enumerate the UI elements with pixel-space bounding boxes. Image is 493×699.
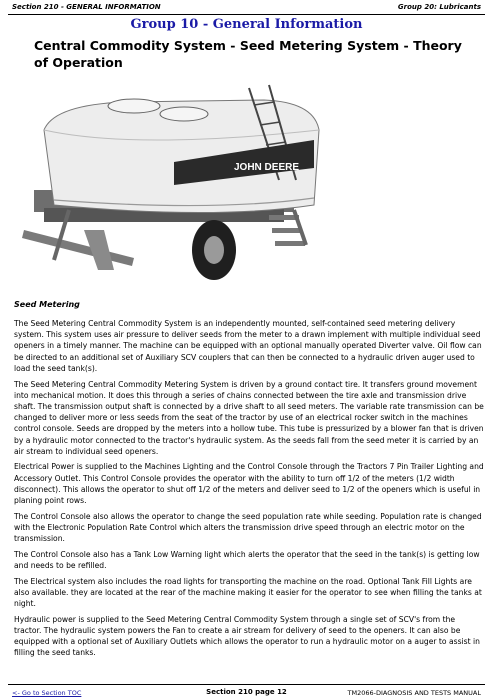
seed-cart-illustration [14,80,344,290]
paragraph: The Seed Metering Central Commodity System is an independently mounted, self-contained seed metering delivery system. This system uses air pressure to deliver seeds from the meter to a drawn implement with multiple individual seed openers in a timely manner. The machine can be equipped with an optional manually operated Diverter valve. Oil flow can be directed to an additional set of Auxiliary SCV couplers that can then be connected to a hydraulic driven auger used to load the seed tank(s). [14,319,482,373]
header-group: Group 20: Lubricants [397,3,481,11]
page-footer [8,684,485,699]
page-title: Central Commodity System - Seed Metering System - Theory of Operation [34,38,462,70]
paragraph: The Control Console also allows the operator to change the seed population rate while seeding. Population rate is changed with the Electronic Population Rate Control which alters the transmission drive speed through an electric motor on the transmission. [14,511,482,544]
footer-page-number: Section 210 page 12 [206,688,287,696]
paragraph: The Control Console also has a Tank Low Warning light which alerts the operator that the seed in the tank(s) is getting low and needs to be refilled. [14,549,480,571]
group-title: Group 10 - General Information [130,17,363,32]
body-text [14,318,484,663]
paragraph: The Seed Metering Central Commodity Metering System is driven by a ground contact tire. It transfers ground movement into mechanical motion. It does this through a series of chains connected between the tire axle and transmission drive shaft. The transmission output shaft is connected by a drive shaft to all seed meters. The variable rate transmission can be changed to deliver more or less seeds from the seat of the tractor by use of an electrical rocker switch in the machines control console. Seeds are dropped by the meters into a hollow tube. This tube is pressurized by a blower fan that is driven by a hydraulic motor connected to the tractor's hydraulic system. As the seeds fall from the seed meter it is carried by an air stream to individual seed openers. [14,379,484,456]
brand-decal: JOHN DEERE [234,162,300,173]
section-toc-link[interactable]: <- Go to Section TOC [12,689,82,697]
paragraph: Hydraulic power is supplied to the Seed Metering Central Commodity System through a single set of SCV's from the tractor. The hydraulic system powers the Fan to create a air stream for delivery of seed to the openers. It can also be equipped with a optional set of Auxiliary Outlets which allows the operator to run a hydraulic motor on a auger to assist in filling the seed tanks. [14,614,480,658]
subheading: Seed Metering [14,300,80,309]
header-section: Section 210 - GENERAL INFORMATION [12,3,161,11]
footer-manual-id: TM2066-DIAGNOSIS AND TESTS MANUAL [347,689,481,697]
paragraph: The Electrical system also includes the road lights for transporting the machine on the road. Optional Tank Fill Lights are also available. they are located at the rear of the machine making it easier for the operator to see when filling the tanks at night. [14,576,482,609]
paragraph: Electrical Power is supplied to the Machines Lighting and the Control Console through the Tractors 7 Pin Trailer Lighting and Accessory Outlet. This Control Console provides the operator with the ability to turn off 1/2 of the meters (1/2 width disconnect). This allows the operator to shut off 1/2 of the meters and deliver seed to 1/2 of the openers which is useful in planing point rows. [14,462,484,506]
page-header [8,0,485,15]
